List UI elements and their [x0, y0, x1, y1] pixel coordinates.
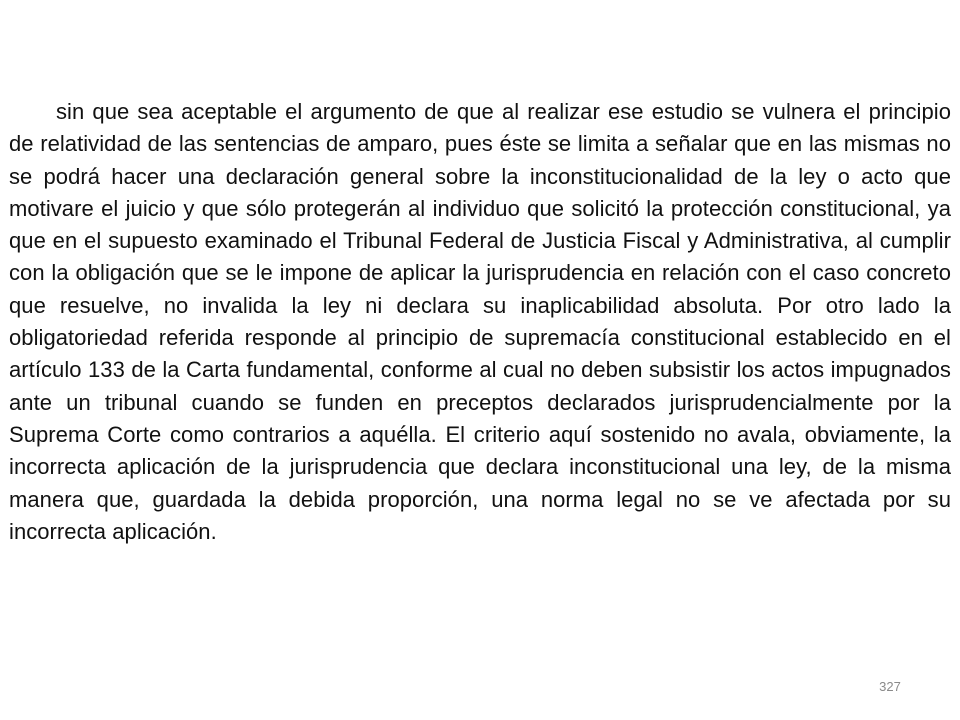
body-paragraph: sin que sea aceptable el argumento de que al realizar ese estudio se vulnera el principio de relatividad de las sentencias de amparo, pues éste se limita a señalar que en las mismas no se podrá hacer una declaración general sobre la inconstitucionalidad de la ley o acto que motivare el juicio y que sólo protegerán al individuo que solicitó la protección constitucional, ya que en el supuesto examinado el Tribunal Federal de Justicia Fiscal y Administrativa, al cumplir con la obligación que se le impone de aplicar la jurisprudencia en relación con el caso concreto que resuelve, no invalida la ley ni declara su inaplicabilidad absoluta. Por otro lado la obligatoriedad referida responde al principio de supremacía constitucional establecido en el artículo 133 de la Carta fundamental, conforme al cual no deben subsistir los actos impugnados ante un tribunal cuando se funden en preceptos declarados jurisprudencialmente por la Suprema Corte como contrarios a aquélla. El criterio aquí sostenido no avala, obviamente, la incorrecta aplicación de la jurisprudencia que declara inconstitucional una ley, de la misma manera que, guardada la debida proporción, una norma legal no se ve afectada por su incorrecta aplicación. [9, 99, 951, 544]
page-number: 327 [879, 679, 901, 694]
